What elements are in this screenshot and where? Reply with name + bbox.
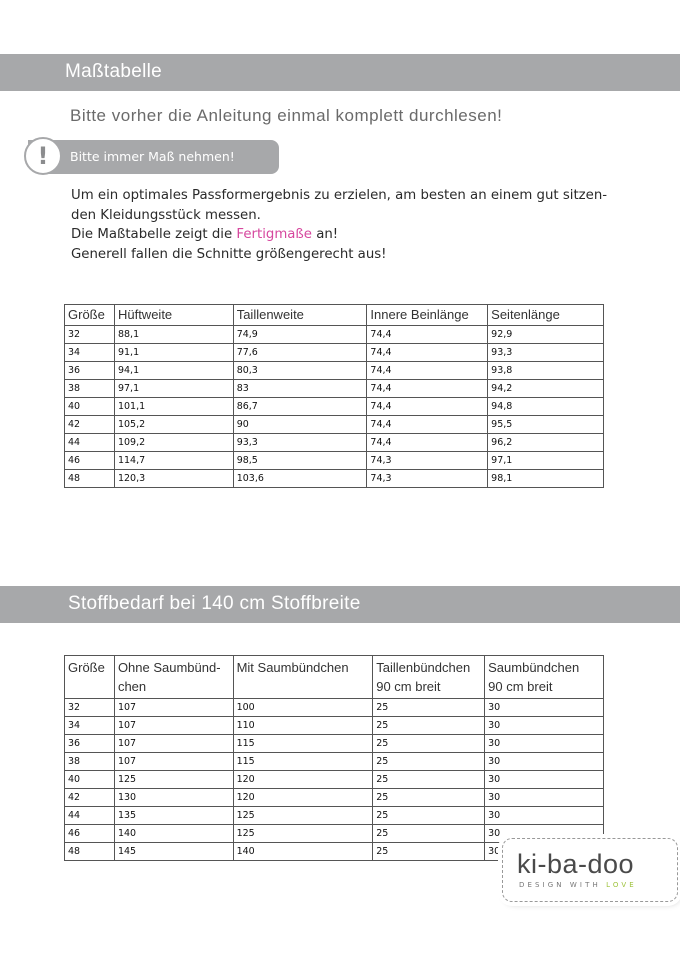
logo-wordmark: ki-ba-doo xyxy=(517,849,635,879)
table-cell: 74,4 xyxy=(367,398,488,416)
table-cell: 140 xyxy=(114,825,233,843)
table-cell: 48 xyxy=(65,843,115,861)
table-cell: 97,1 xyxy=(114,380,233,398)
table-cell: 44 xyxy=(65,807,115,825)
table-cell: 125 xyxy=(233,825,373,843)
intro-line: Generell fallen die Schnitte größengerecht aus! xyxy=(71,246,387,262)
table-cell: 30 xyxy=(485,825,604,843)
table-cell: 74,4 xyxy=(367,362,488,380)
table-row xyxy=(65,326,604,344)
table-cell: 30 xyxy=(485,843,604,861)
table-cell: 96,2 xyxy=(488,434,604,452)
table-cell: 98,1 xyxy=(488,470,604,488)
instruction-subtitle: Bitte vorher die Anleitung einmal komplett durchlesen! xyxy=(70,106,503,125)
table-cell: 25 xyxy=(373,789,485,807)
section-title: Maßtabelle xyxy=(65,61,162,82)
table-cell: 115 xyxy=(233,735,373,753)
table-cell: 46 xyxy=(65,825,115,843)
table-cell: 80,3 xyxy=(233,362,367,380)
fabric-requirement-table xyxy=(64,655,604,861)
column-header: Ohne Saumbünd- chen xyxy=(114,656,233,699)
table-cell: 74,4 xyxy=(367,344,488,362)
table-cell: 74,4 xyxy=(367,416,488,434)
table-row xyxy=(65,807,604,825)
table-cell: 74,3 xyxy=(367,470,488,488)
section-header-stoffbedarf xyxy=(0,586,680,623)
table-cell: 91,1 xyxy=(114,344,233,362)
column-header: Taillenweite xyxy=(233,305,367,326)
table-cell: 92,9 xyxy=(488,326,604,344)
section-title: Stoffbedarf bei 140 cm Stoffbreite xyxy=(68,593,361,614)
table-header-row xyxy=(65,656,604,699)
size-chart-table xyxy=(64,304,604,488)
table-row xyxy=(65,434,604,452)
intro-paragraph xyxy=(71,186,611,264)
table-row xyxy=(65,344,604,362)
notice-banner xyxy=(28,140,279,174)
table-cell: 101,1 xyxy=(114,398,233,416)
table-cell: 40 xyxy=(65,398,115,416)
table-cell: 94,8 xyxy=(488,398,604,416)
table-cell: 145 xyxy=(114,843,233,861)
table-cell: 93,3 xyxy=(488,344,604,362)
intro-line: den Kleidungsstück messen. xyxy=(71,207,261,223)
table-cell: 25 xyxy=(373,753,485,771)
table-cell: 83 xyxy=(233,380,367,398)
table-cell: 103,6 xyxy=(233,470,367,488)
table-row xyxy=(65,470,604,488)
table-row xyxy=(65,398,604,416)
highlight-text: Fertigmaße xyxy=(236,227,312,242)
exclamation-icon: ! xyxy=(24,137,62,175)
table-cell: 94,2 xyxy=(488,380,604,398)
table-cell: 77,6 xyxy=(233,344,367,362)
intro-line: Um ein optimales Passformergebnis zu erzielen, am besten an einem gut sitzen- xyxy=(71,188,608,203)
table-cell: 40 xyxy=(65,771,115,789)
table-row xyxy=(65,380,604,398)
table-cell: 25 xyxy=(373,843,485,861)
table-cell: 90 xyxy=(233,416,367,434)
table-cell: 107 xyxy=(114,753,233,771)
table-cell: 42 xyxy=(65,416,115,434)
intro-line: Die Maßtabelle zeigt die Fertigmaße an! xyxy=(71,227,339,242)
table-cell: 36 xyxy=(65,735,115,753)
table-cell: 120,3 xyxy=(114,470,233,488)
table-cell: 120 xyxy=(233,771,373,789)
table-cell: 34 xyxy=(65,344,115,362)
column-header: Hüftweite xyxy=(114,305,233,326)
table-cell: 130 xyxy=(114,789,233,807)
column-header: Taillenbündchen 90 cm breit xyxy=(373,656,485,699)
table-cell: 34 xyxy=(65,717,115,735)
table-row xyxy=(65,362,604,380)
table-cell: 74,4 xyxy=(367,434,488,452)
table-cell: 97,1 xyxy=(488,452,604,470)
column-header: Saumbündchen 90 cm breit xyxy=(485,656,604,699)
table-cell: 38 xyxy=(65,753,115,771)
table-cell: 25 xyxy=(373,717,485,735)
table-cell: 42 xyxy=(65,789,115,807)
table-cell: 74,4 xyxy=(367,380,488,398)
table-cell: 38 xyxy=(65,380,115,398)
table-cell: 36 xyxy=(65,362,115,380)
table-cell: 30 xyxy=(485,699,604,717)
table-cell: 110 xyxy=(233,717,373,735)
table-row xyxy=(65,699,604,717)
table-cell: 25 xyxy=(373,807,485,825)
table-cell: 30 xyxy=(485,753,604,771)
table-cell: 107 xyxy=(114,699,233,717)
table-cell: 120 xyxy=(233,789,373,807)
column-header: Größe xyxy=(65,656,115,699)
table-cell: 95,5 xyxy=(488,416,604,434)
table-cell: 30 xyxy=(485,717,604,735)
table-cell: 32 xyxy=(65,326,115,344)
column-header: Innere Beinlänge xyxy=(367,305,488,326)
table-cell: 30 xyxy=(485,735,604,753)
brand-logo xyxy=(502,838,678,902)
section-header-masstabelle xyxy=(0,54,680,91)
table-header-row xyxy=(65,305,604,326)
column-header: Seitenlänge xyxy=(488,305,604,326)
table-cell: 25 xyxy=(373,771,485,789)
table-row xyxy=(65,416,604,434)
table-row xyxy=(65,717,604,735)
table-cell: 25 xyxy=(373,735,485,753)
table-cell: 125 xyxy=(114,771,233,789)
notice-text: Bitte immer Maß nehmen! xyxy=(70,149,235,164)
table-cell: 100 xyxy=(233,699,373,717)
table-cell: 114,7 xyxy=(114,452,233,470)
table-cell: 32 xyxy=(65,699,115,717)
table-cell: 74,3 xyxy=(367,452,488,470)
table-cell: 98,5 xyxy=(233,452,367,470)
table-cell: 125 xyxy=(233,807,373,825)
table-cell: 46 xyxy=(65,452,115,470)
table-cell: 107 xyxy=(114,717,233,735)
table-cell: 74,4 xyxy=(367,326,488,344)
table-cell: 30 xyxy=(485,771,604,789)
table-cell: 109,2 xyxy=(114,434,233,452)
column-header: Größe xyxy=(65,305,115,326)
table-cell: 93,8 xyxy=(488,362,604,380)
logo-tagline: DESIGN WITH LOVE xyxy=(519,881,637,889)
table-cell: 48 xyxy=(65,470,115,488)
table-row xyxy=(65,452,604,470)
table-cell: 107 xyxy=(114,735,233,753)
table-cell: 86,7 xyxy=(233,398,367,416)
table-cell: 30 xyxy=(485,789,604,807)
table-row xyxy=(65,735,604,753)
table-row xyxy=(65,753,604,771)
table-row xyxy=(65,771,604,789)
table-cell: 94,1 xyxy=(114,362,233,380)
table-cell: 30 xyxy=(485,807,604,825)
table-cell: 105,2 xyxy=(114,416,233,434)
table-row xyxy=(65,789,604,807)
column-header: Mit Saumbündchen xyxy=(233,656,373,699)
table-cell: 25 xyxy=(373,699,485,717)
table-cell: 140 xyxy=(233,843,373,861)
table-cell: 115 xyxy=(233,753,373,771)
table-cell: 25 xyxy=(373,825,485,843)
table-cell: 135 xyxy=(114,807,233,825)
table-cell: 74,9 xyxy=(233,326,367,344)
table-cell: 44 xyxy=(65,434,115,452)
table-cell: 93,3 xyxy=(233,434,367,452)
table-cell: 88,1 xyxy=(114,326,233,344)
